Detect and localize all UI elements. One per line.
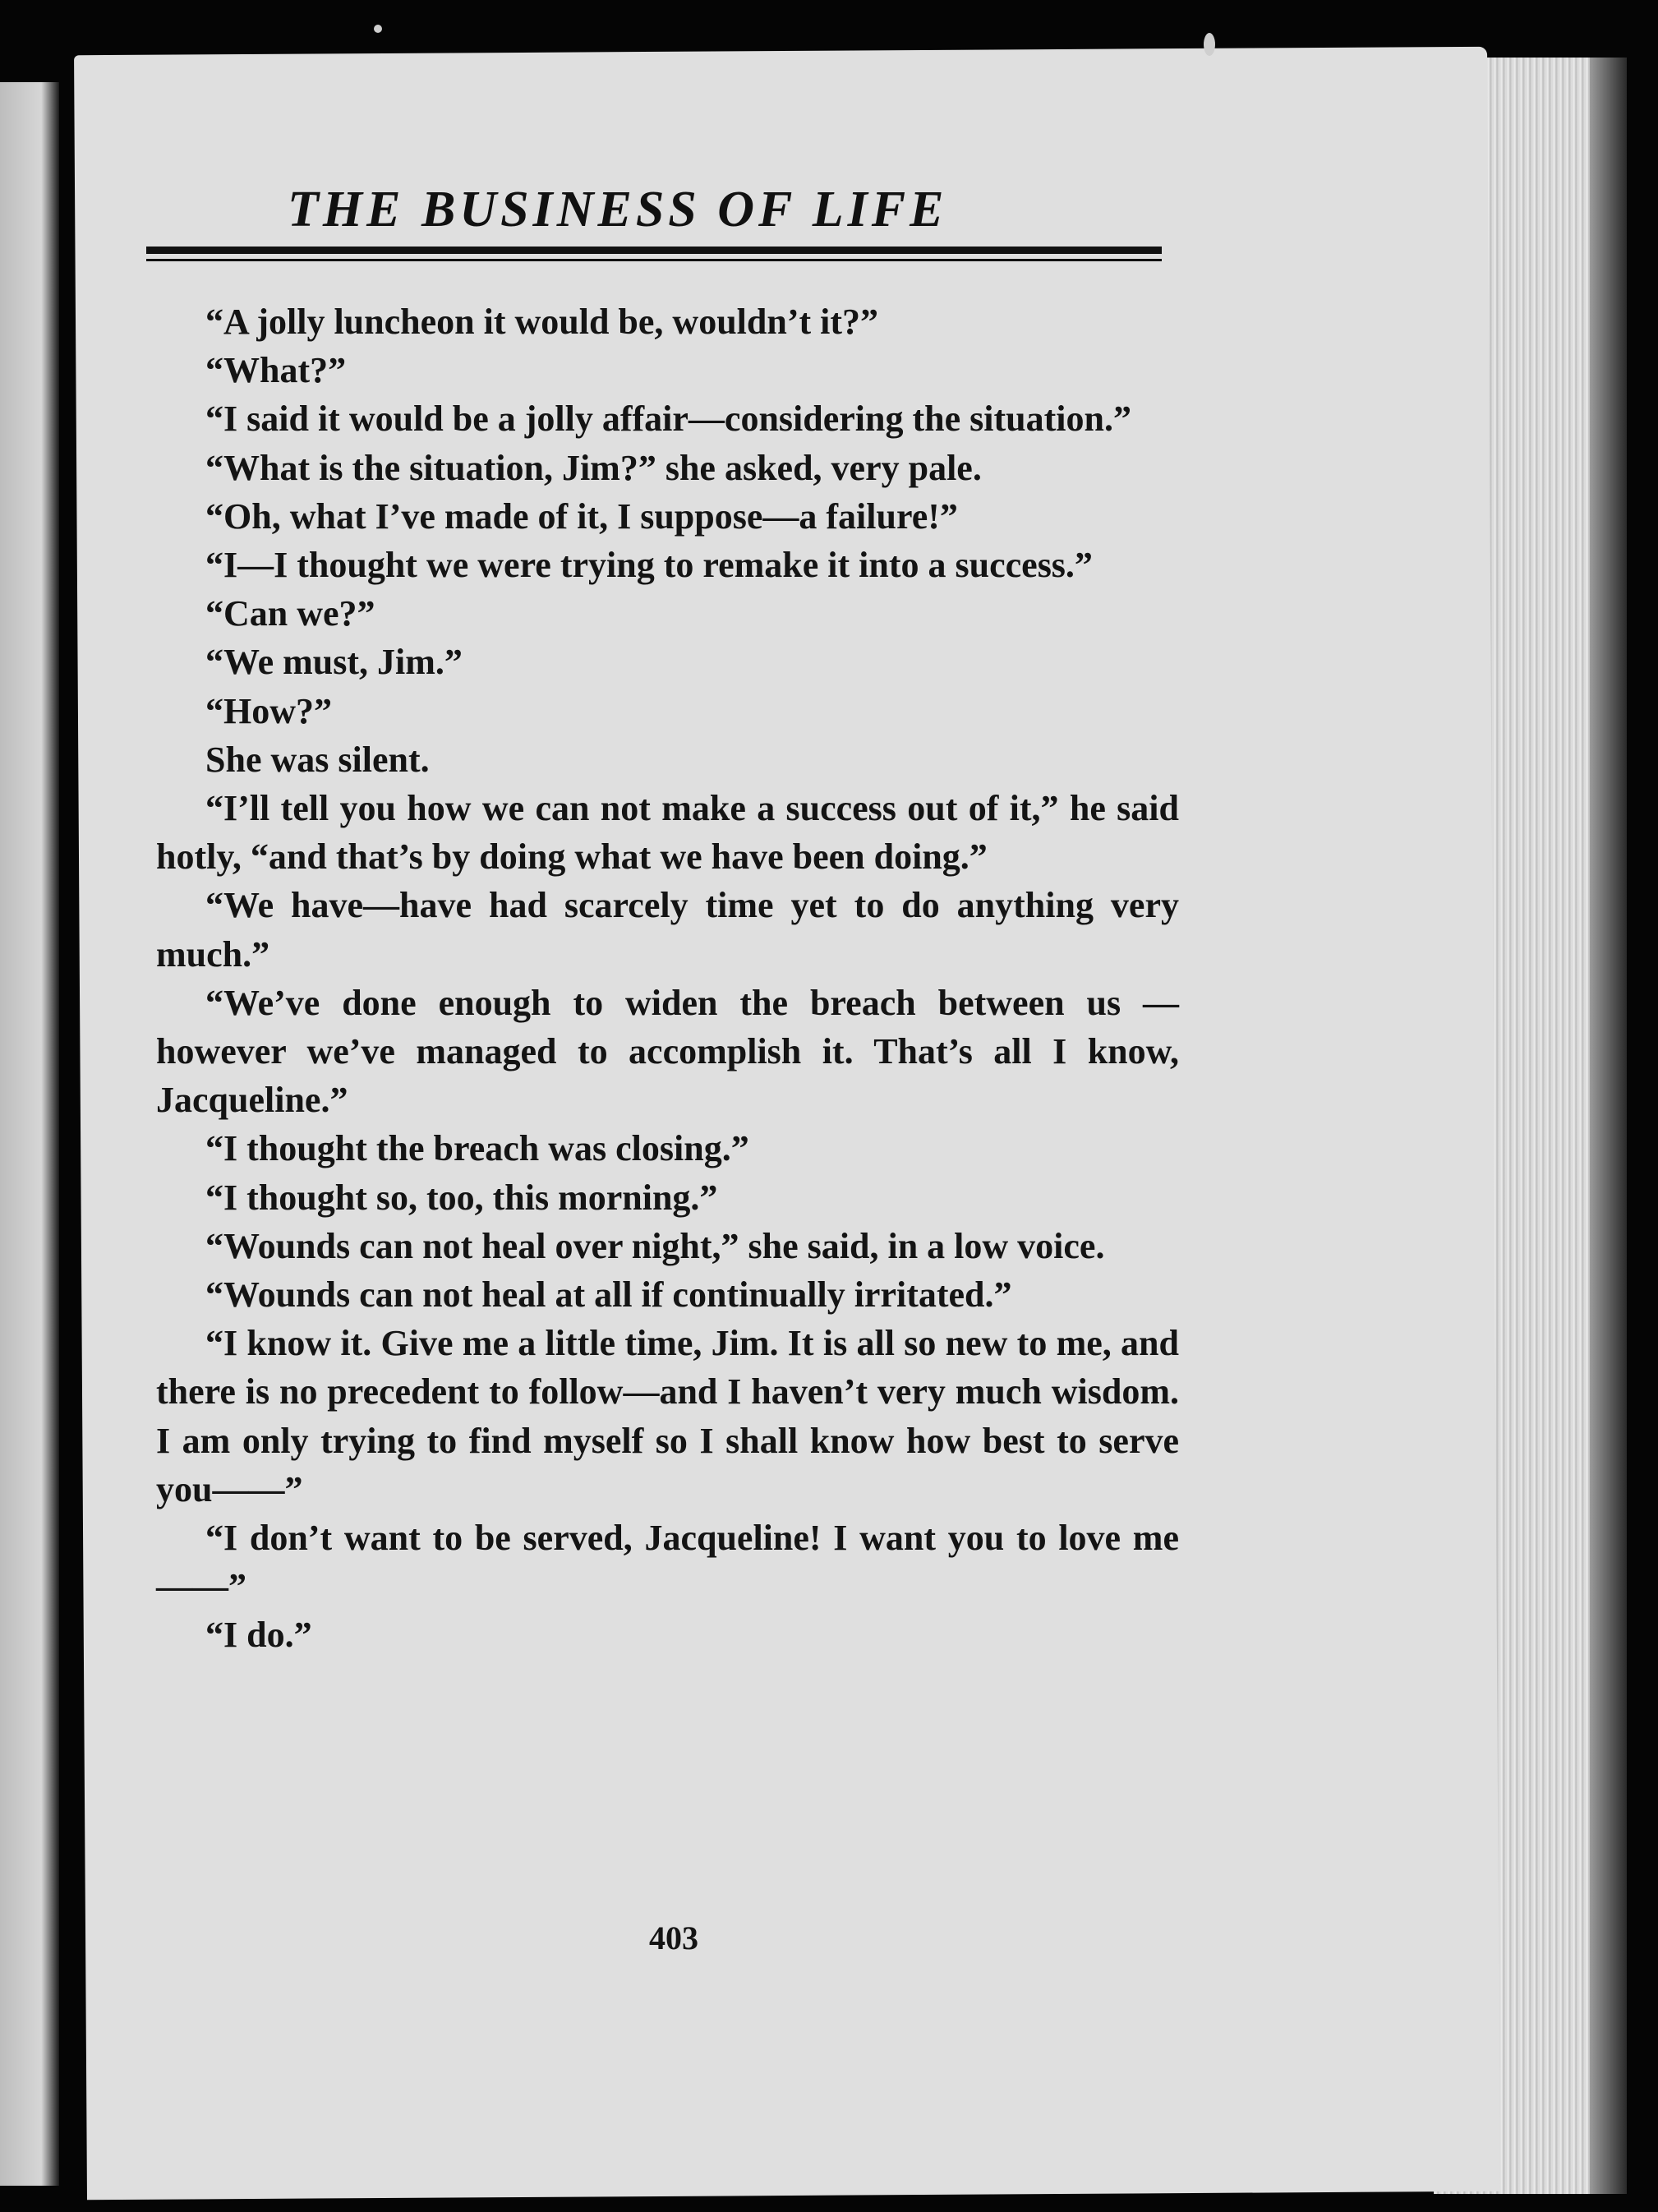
book-edge-shadow (1590, 58, 1627, 2194)
paragraph: She was silent. (205, 739, 430, 780)
paragraph: “I’ll tell you how we can not make a success out of it,” he said hotly, “and that’s by doing what we have been doing.” (156, 788, 1179, 878)
paragraph: “Wounds can not heal over night,” she said, in a low voice. (205, 1225, 1105, 1266)
page-number: 403 (649, 1919, 698, 1956)
paragraph: “How?” (205, 690, 332, 731)
paragraph: “We have—have had scarcely time yet to do anything very much.” (156, 885, 1179, 975)
paragraph: “I know it. Give me a little time, Jim. It is all so new to me, and there is no precedent to follow—and I haven’t very much wisdom. I am only trying to find myself so I shall know how best to serve you——” (156, 1323, 1179, 1509)
paragraph: “I thought so, too, this morning.” (205, 1177, 718, 1218)
paragraph: “What?” (205, 350, 347, 391)
dust-speck (1204, 33, 1215, 56)
paragraph: “We’ve done enough to widen the breach between us —however we’ve managed to accomplish it. That’s all I know, Jacqueline.” (156, 982, 1179, 1121)
running-head: THE BUSINESS OF LIFE (288, 182, 948, 237)
paragraph: “A jolly luncheon it would be, wouldn’t it?” (205, 302, 879, 342)
paragraph: “I don’t want to be served, Jacqueline! I want you to love me——” (156, 1518, 1179, 1607)
paragraph: “Can we?” (205, 593, 375, 634)
paragraph: “Oh, what I’ve made of it, I suppose—a failure!” (205, 495, 958, 537)
paragraph: “What is the situation, Jim?” she asked, very pale. (205, 447, 982, 488)
header-rule-thin (146, 259, 1162, 261)
body-text (156, 297, 1179, 1660)
paragraph: “I do.” (205, 1615, 312, 1656)
dust-speck (374, 25, 382, 33)
paragraph: “I said it would be a jolly affair—considering the situation.” (205, 399, 1131, 440)
paragraph: “Wounds can not heal at all if continually irritated.” (205, 1274, 1012, 1316)
facing-page-edge (0, 82, 59, 2186)
paragraph: “I thought the breach was closing.” (205, 1128, 749, 1169)
paragraph: “We must, Jim.” (205, 642, 463, 683)
header-rule-thick (146, 247, 1162, 254)
paragraph: “I—I thought we were trying to remake it into a success.” (205, 545, 1093, 586)
